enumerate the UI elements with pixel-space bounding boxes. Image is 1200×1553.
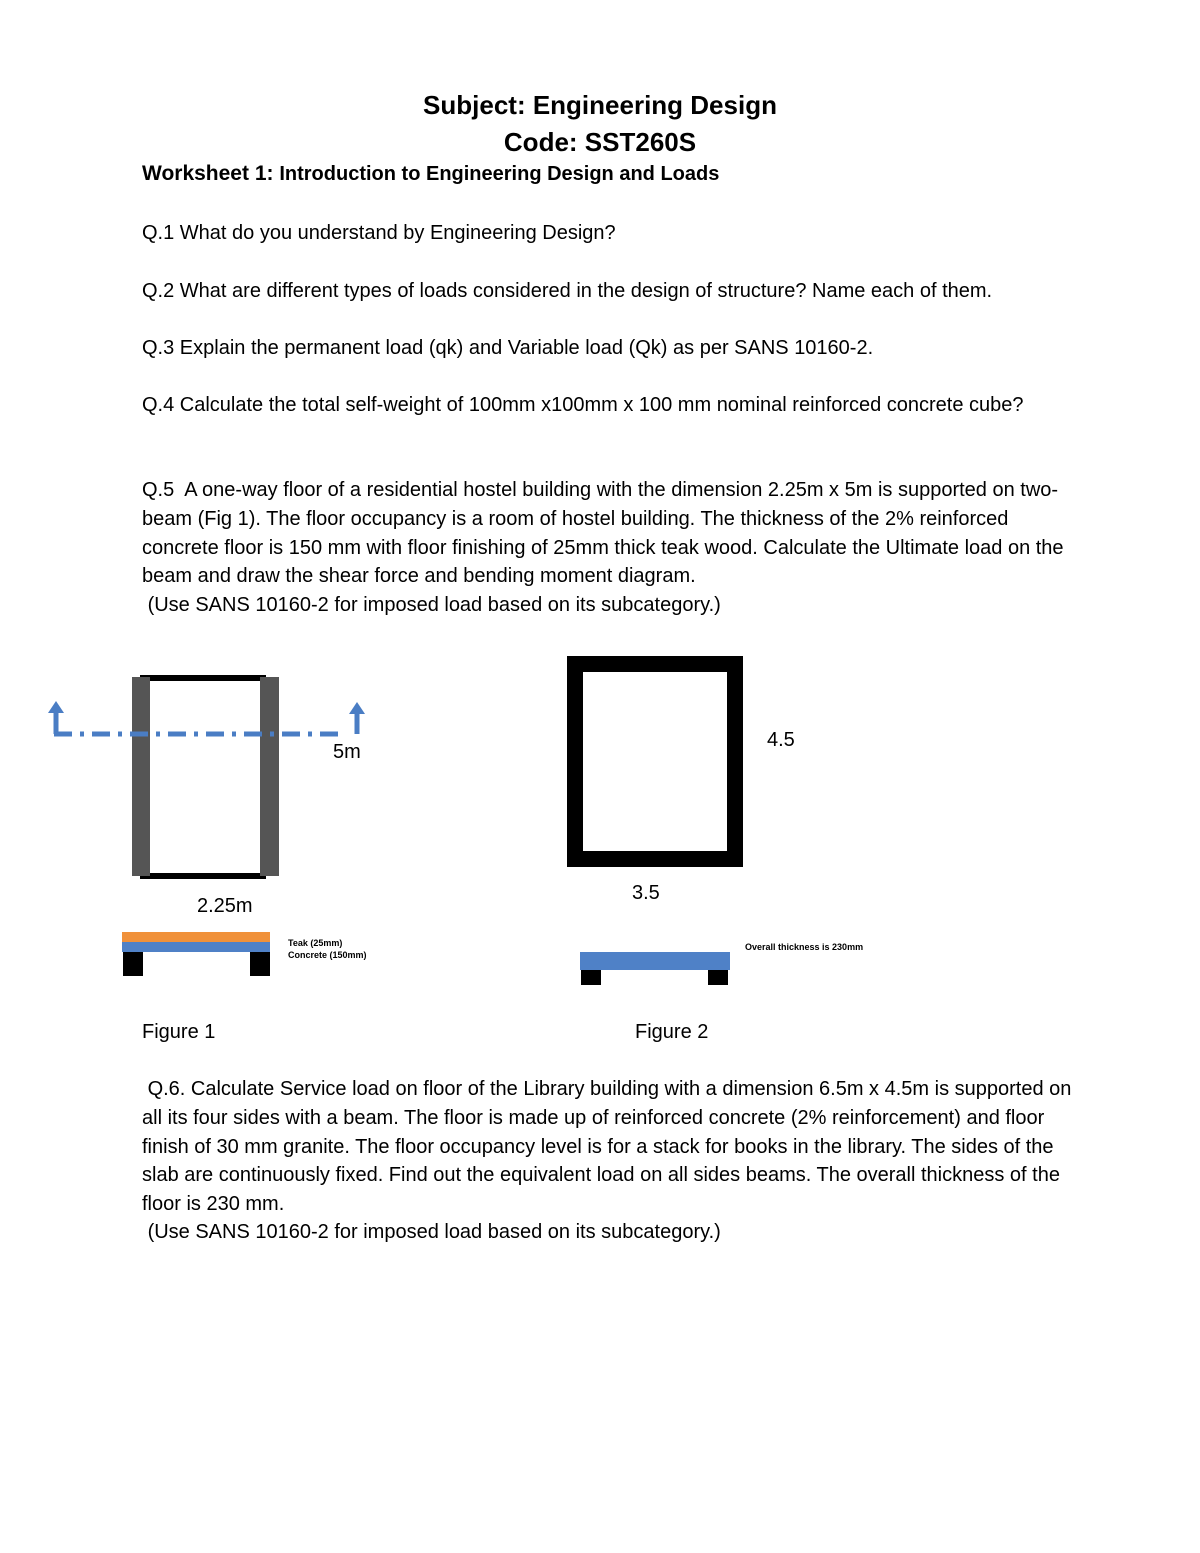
concrete-layer-label: Concrete (150mm) (288, 950, 367, 960)
subject-title: Subject: Engineering Design (423, 90, 777, 120)
figure-2-caption: Figure 2 (635, 1021, 709, 1043)
question-1: Q.1 What do you understand by Engineering Design? (142, 222, 616, 244)
course-code: Code: SST260S (503, 127, 697, 157)
worksheet-heading (142, 162, 719, 186)
figure-1-plan-drawing (40, 665, 340, 895)
figure-2-plan-drawing (560, 650, 750, 870)
worksheet-title: Introduction to Engineering Design and Loads (279, 163, 720, 185)
question-5: Q.5 A one-way floor of a residential hostel building with the dimension 2.25m x 5m is supported on two-beam (Fig 1). The floor occupancy is a room of hostel building. The thickness of the 2% reinforced concrete floor is 150 mm with floor finishing of 25mm thick teak wood. Calculate the Ultimate load on the beam and draw the shear force and bending moment diagram. (142, 479, 1070, 588)
teak-layer-label: Teak (25mm) (288, 938, 343, 948)
figure-1-section-drawing (120, 930, 275, 978)
figure-2-length-label: 4.5 (767, 729, 795, 751)
question-6: Q.6. Calculate Service load on floor of the Library building with a dimension 6.5m x 4.5m is supported on all its four sides with a beam. The floor is made up of reinforced concrete (2% reinforcement) and floor finish of 30 mm granite. The floor occupancy level is for a stack for books in the library. The sides of the slab are continuously fixed. Find out the equivalent load on all sides beams. The overall thickness of the floor is 230 mm. (142, 1078, 1077, 1216)
question-6-note: (Use SANS 10160-2 for imposed load based on its subcategory.) (142, 1221, 721, 1243)
section-arrow-right-icon (345, 700, 369, 740)
question-3: Q.3 Explain the permanent load (qk) and Variable load (Qk) as per SANS 10160-2. (142, 337, 874, 359)
question-4: Q.4 Calculate the total self-weight of 100mm x100mm x 100 mm nominal reinforced concrete cube? (142, 394, 1024, 416)
figure-1-width-label: 2.25m (197, 895, 253, 917)
figure-2-thickness-label: Overall thickness is 230mm (745, 942, 864, 952)
figure-1-section-legend (288, 937, 367, 961)
figure-1-caption: Figure 1 (142, 1021, 216, 1043)
worksheet-label: Worksheet 1: (142, 162, 274, 185)
figure-1-length-label: 5m (333, 741, 361, 763)
figure-2-width-label: 3.5 (632, 882, 660, 904)
question-2: Q.2 What are different types of loads considered in the design of structure? Name each of them. (142, 280, 993, 302)
question-5-note: (Use SANS 10160-2 for imposed load based on its subcategory.) (142, 594, 721, 616)
figure-2-section-drawing (578, 950, 733, 988)
